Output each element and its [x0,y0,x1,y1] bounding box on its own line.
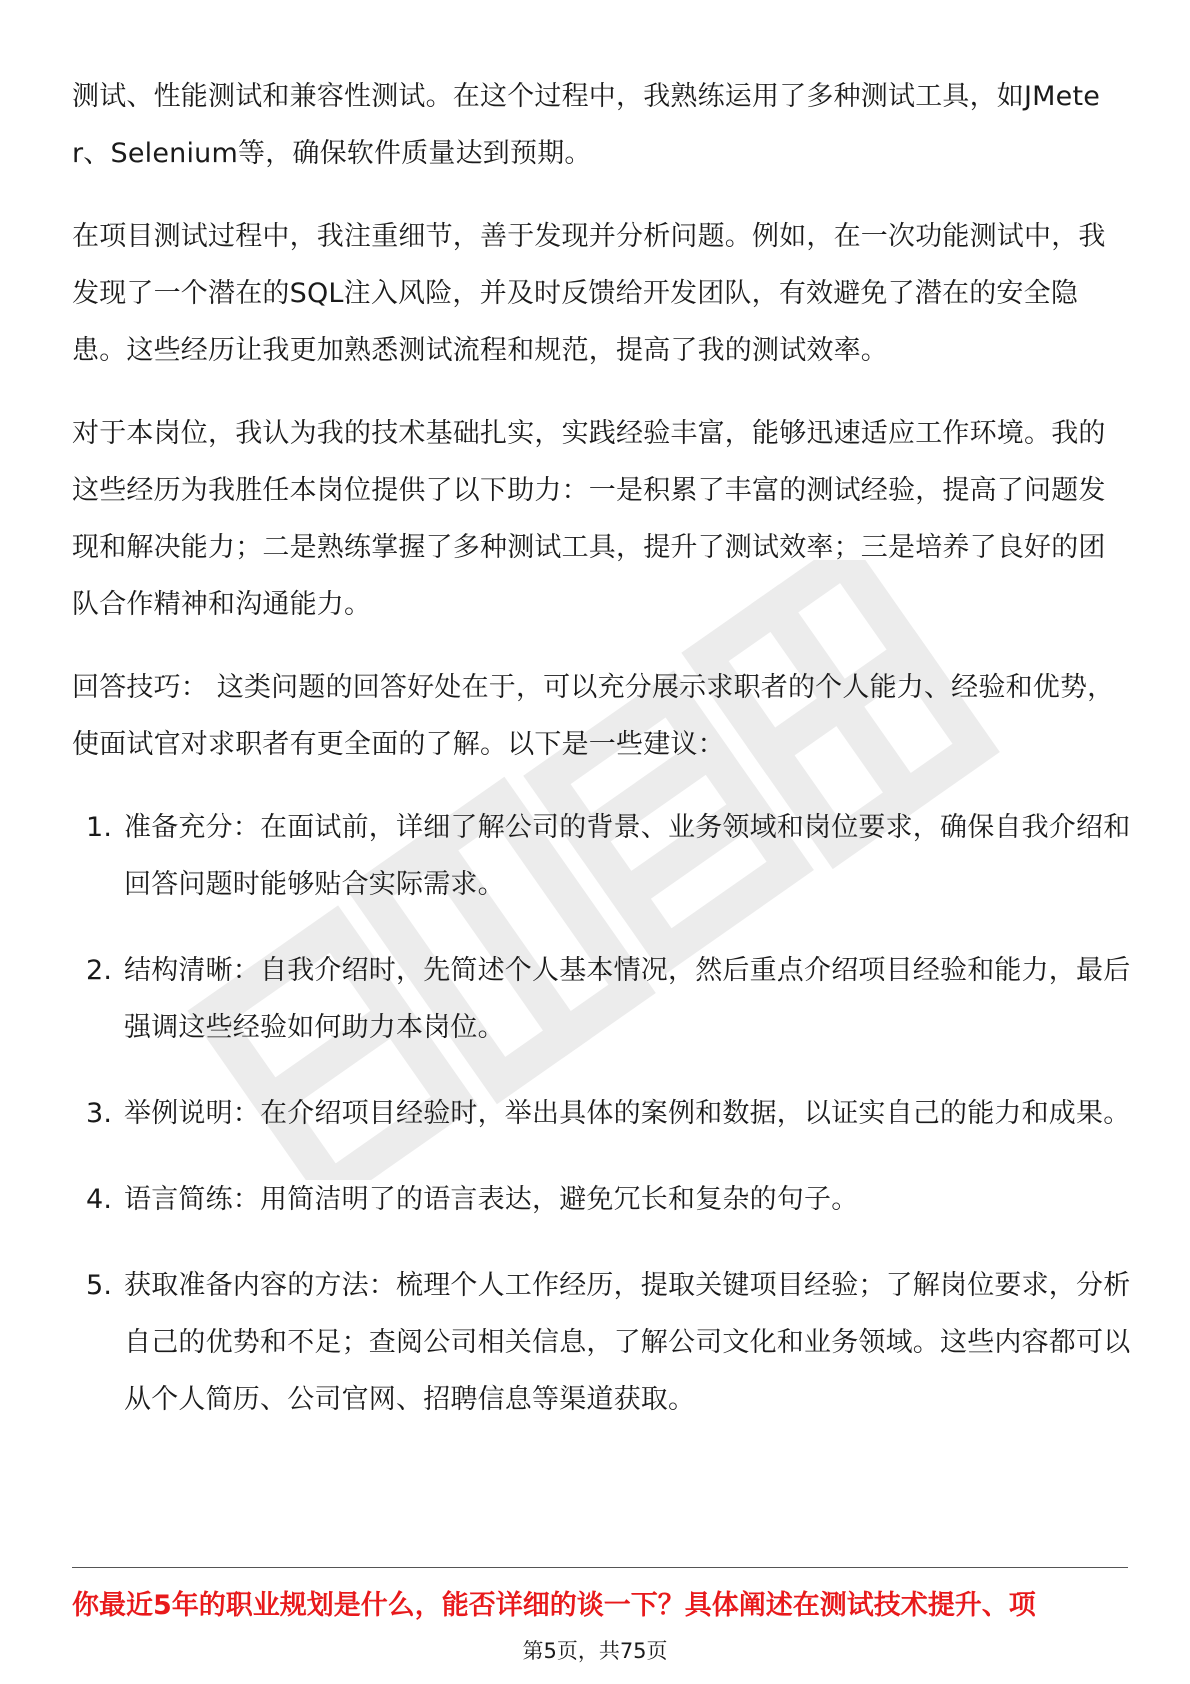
list-item-text: 语言简练：用简洁明了的语言表达，避免冗长和复杂的句子。 [124,1184,859,1215]
list-item [72,1257,1132,1428]
list-item-text: 结构清晰：自我介绍时，先简述个人基本情况，然后重点介绍项目经验和能力，最后强调这些经验如何助力本岗位。 [124,955,1131,1043]
list-item [72,799,1132,913]
list-item-text: 获取准备内容的方法：梳理个人工作经历，提取关键项目经验；了解岗位要求，分析自己的优势和不足；查阅公司相关信息，了解公司文化和业务领域。这些内容都可以从个人简历、公司官网、招聘信息等渠道获取。 [124,1270,1131,1415]
document-body [72,68,1132,1457]
list-number: 5. [86,1270,113,1301]
list-number: 4. [86,1184,113,1215]
next-question-heading: 你最近5年的职业规划是什么，能否详细的谈一下？具体阐述在测试技术提升、项 [72,1590,1036,1621]
list-number: 3. [86,1098,113,1129]
list-item [72,942,1132,1056]
list-item [72,1171,1132,1228]
list-item [72,1085,1132,1142]
paragraph: 对于本岗位，我认为我的技术基础扎实，实践经验丰富，能够迅速适应工作环境。我的这些经历为我胜任本岗位提供了以下助力：一是积累了丰富的测试经验，提高了问题发现和解决能力；二是熟练掌握了多种测试工具，提升了测试效率；三是培养了良好的团队合作精神和沟通能力。 [72,418,1106,620]
divider [72,1567,1128,1568]
tips-list [72,799,1132,1428]
page-number: 第5页，共75页 [522,1639,668,1663]
list-number: 2. [86,955,113,986]
paragraph: 在项目测试过程中，我注重细节，善于发现并分析问题。例如，在一次功能测试中，我发现了一个潜在的SQL注入风险，并及时反馈给开发团队，有效避免了潜在的安全隐患。这些经历让我更加熟悉测试流程和规范，提高了我的测试效率。 [72,221,1106,366]
paragraph: 测试、性能测试和兼容性测试。在这个过程中，我熟练运用了多种测试工具，如JMeter、Selenium等，确保软件质量达到预期。 [72,81,1101,169]
list-number: 1. [86,812,113,843]
list-item-text: 准备充分：在面试前，详细了解公司的背景、业务领域和岗位要求，确保自我介绍和回答问题时能够贴合实际需求。 [124,812,1131,900]
list-item-text: 举例说明：在介绍项目经验时，举出具体的案例和数据，以证实自己的能力和成果。 [124,1098,1131,1129]
answer-tips-intro: 回答技巧： 这类问题的回答好处在于，可以充分展示求职者的个人能力、经验和优势，使面试官对求职者有更全面的了解。以下是一些建议： [72,672,1115,760]
